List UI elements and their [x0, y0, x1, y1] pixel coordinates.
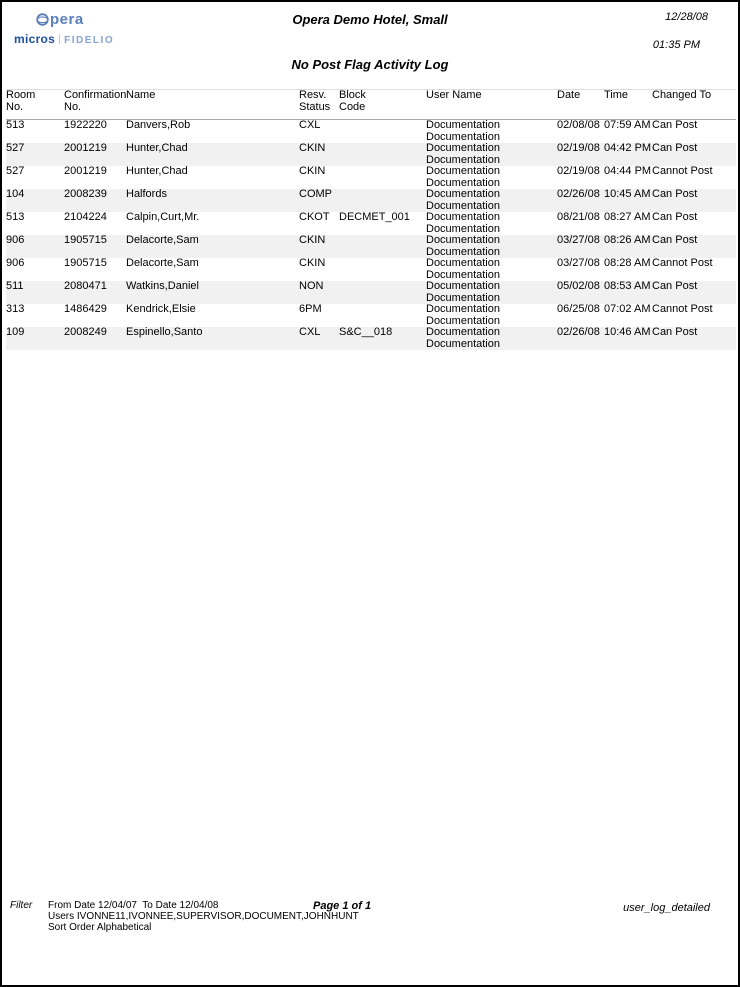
cell-date: 02/19/08 — [557, 166, 600, 177]
cell-resv-status: CXL — [299, 119, 321, 131]
col-header-changed-to: Changed To — [652, 90, 736, 120]
cell-time: 08:53 AM — [604, 281, 651, 292]
user-name-line2: Documentation — [426, 130, 500, 143]
cell-name: Hunter,Chad — [126, 166, 188, 177]
cell-block-code — [339, 189, 426, 212]
cell-confirmation: 2001219 — [64, 166, 107, 177]
cell-resv-status: NON — [299, 281, 324, 292]
col-header-date: Date — [557, 90, 604, 120]
cell-room: 906 — [6, 258, 25, 269]
log-table — [6, 89, 736, 350]
cell-name: Danvers,Rob — [126, 119, 191, 131]
report-footer — [2, 898, 738, 938]
cell-name: Watkins,Daniel — [126, 281, 199, 292]
cell-confirmation: 2008249 — [64, 327, 107, 338]
cell-user-name — [426, 189, 557, 212]
col-header-resv-status: Resv. Status — [299, 90, 339, 120]
cell-confirmation: 1905715 — [64, 258, 107, 269]
cell-confirmation: 2008239 — [64, 189, 107, 200]
cell-room: 513 — [6, 119, 25, 131]
cell-changed-to: Can Post — [652, 189, 698, 200]
cell-user-name — [426, 143, 557, 166]
cell-user-name — [426, 120, 557, 144]
header-row — [6, 90, 736, 120]
cell-date: 03/27/08 — [557, 235, 600, 246]
page-number: Page 1 of 1 — [313, 900, 372, 912]
cell-resv-status: CKIN — [299, 166, 326, 177]
cell-time: 10:46 AM — [604, 327, 651, 338]
cell-resv-status: CXL — [299, 327, 321, 338]
filter-dates: From Date 12/04/07 To Date 12/04/08 — [48, 900, 219, 911]
table-row — [6, 120, 736, 144]
cell-user-name — [426, 235, 557, 258]
hotel-name-title: Opera Demo Hotel, Small — [292, 12, 448, 27]
filter-users: Users IVONNE11,IVONNEE,SUPERVISOR,DOCUMENT,JOHNHUNT — [48, 911, 359, 922]
cell-time: 04:44 PM — [604, 166, 652, 177]
user-name-line1: Documentation — [426, 281, 500, 292]
cell-date: 02/19/08 — [557, 143, 600, 154]
user-name-line1: Documentation — [426, 143, 500, 154]
user-name-line2: Documentation — [426, 291, 500, 304]
cell-block-code — [339, 258, 426, 281]
user-name-line2: Documentation — [426, 337, 500, 350]
user-name-line1: Documentation — [426, 119, 500, 131]
cell-room: 511 — [6, 281, 24, 292]
cell-date: 02/26/08 — [557, 189, 600, 200]
log-table-wrap — [6, 89, 734, 350]
cell-changed-to: Can Post — [652, 235, 698, 246]
cell-time: 08:28 AM — [604, 258, 651, 269]
filter-sort-order: Sort Order Alphabetical — [48, 922, 152, 933]
cell-name: Halfords — [126, 189, 167, 200]
cell-name: Kendrick,Elsie — [126, 304, 196, 315]
user-name-line1: Documentation — [426, 166, 500, 177]
cell-block-code — [339, 281, 426, 304]
cell-resv-status: 6PM — [299, 304, 322, 315]
cell-changed-to: Cannot Post — [652, 258, 713, 269]
col-header-name: Name — [126, 90, 299, 120]
cell-changed-to: Cannot Post — [652, 304, 713, 315]
cell-time: 08:26 AM — [604, 235, 651, 246]
micros-logo-text: micros — [14, 32, 56, 46]
cell-changed-to: Can Post — [652, 212, 698, 223]
col-header-room: Room No. — [6, 90, 64, 120]
micros-fidelio-logo — [14, 32, 124, 46]
table-row — [6, 143, 736, 166]
cell-resv-status: COMP — [299, 189, 332, 200]
cell-resv-status: CKIN — [299, 258, 326, 269]
cell-room: 527 — [6, 166, 25, 177]
user-name-line1: Documentation — [426, 327, 500, 338]
cell-block-code — [339, 143, 426, 166]
cell-room: 104 — [6, 189, 25, 200]
cell-time: 04:42 PM — [604, 143, 652, 154]
cell-user-name — [426, 258, 557, 281]
user-name-line2: Documentation — [426, 268, 500, 281]
table-row — [6, 304, 736, 327]
cell-room: 527 — [6, 143, 25, 154]
cell-time: 10:45 AM — [604, 189, 651, 200]
cell-time: 07:02 AM — [604, 304, 651, 315]
cell-changed-to: Can Post — [652, 143, 698, 154]
cell-user-name — [426, 212, 557, 235]
cell-block-code: S&C__018 — [339, 327, 393, 338]
cell-changed-to: Cannot Post — [652, 166, 713, 177]
cell-name: Delacorte,Sam — [126, 258, 199, 269]
cell-time: 08:27 AM — [604, 212, 651, 223]
cell-room: 906 — [6, 235, 25, 246]
table-row — [6, 212, 736, 235]
cell-confirmation: 2001219 — [64, 143, 107, 154]
user-name-line2: Documentation — [426, 314, 500, 327]
cell-changed-to: Can Post — [652, 327, 698, 338]
cell-date: 05/02/08 — [557, 281, 600, 292]
report-title: No Post Flag Activity Log — [291, 57, 449, 72]
col-header-block-code: Block Code — [339, 90, 426, 120]
user-name-line2: Documentation — [426, 176, 500, 189]
cell-block-code: DECMET_001 — [339, 212, 410, 223]
cell-confirmation: 2080471 — [64, 281, 107, 292]
logo-divider — [59, 34, 60, 44]
cell-date: 03/27/08 — [557, 258, 600, 269]
table-row — [6, 166, 736, 189]
cell-block-code — [339, 166, 426, 189]
fidelio-logo-text: FIDELIO — [64, 35, 115, 46]
log-table-body — [6, 120, 736, 351]
user-name-line1: Documentation — [426, 189, 500, 200]
cell-resv-status: CKOT — [299, 212, 330, 223]
table-row — [6, 189, 736, 212]
cell-block-code — [339, 304, 426, 327]
cell-name: Espinello,Santo — [126, 327, 203, 338]
cell-confirmation: 1486429 — [64, 304, 107, 315]
cell-resv-status: CKIN — [299, 143, 326, 154]
cell-date: 06/25/08 — [557, 304, 600, 315]
cell-date: 08/21/08 — [557, 212, 600, 223]
cell-confirmation: 2104224 — [64, 212, 107, 223]
table-row — [6, 327, 736, 350]
cell-room: 313 — [6, 304, 25, 315]
cell-name: Delacorte,Sam — [126, 235, 199, 246]
cell-changed-to: Can Post — [652, 281, 698, 292]
cell-user-name — [426, 304, 557, 327]
report-time: 01:35 PM — [652, 39, 700, 51]
user-name-line1: Documentation — [426, 258, 500, 269]
user-name-line1: Documentation — [426, 212, 500, 223]
cell-date: 02/08/08 — [557, 119, 600, 131]
table-row — [6, 235, 736, 258]
log-table-header — [6, 90, 736, 120]
cell-confirmation: 1905715 — [64, 235, 107, 246]
cell-room: 109 — [6, 327, 25, 338]
cell-name: Calpin,Curt,Mr. — [126, 212, 200, 223]
report-id: user_log_detailed — [623, 902, 710, 914]
table-row — [6, 258, 736, 281]
user-name-line2: Documentation — [426, 199, 500, 212]
cell-date: 02/26/08 — [557, 327, 600, 338]
cell-changed-to: Can Post — [652, 119, 698, 131]
user-name-line1: Documentation — [426, 235, 500, 246]
cell-confirmation: 1922220 — [64, 119, 107, 131]
col-header-confirmation: Confirmation No. — [64, 90, 126, 120]
cell-room: 513 — [6, 212, 25, 223]
user-name-line2: Documentation — [426, 245, 500, 258]
table-row — [6, 281, 736, 304]
opera-logo-text: pera — [50, 11, 84, 28]
filter-label: Filter — [10, 900, 33, 911]
cell-user-name — [426, 327, 557, 350]
cell-block-code — [339, 235, 426, 258]
cell-name: Hunter,Chad — [126, 143, 188, 154]
cell-user-name — [426, 166, 557, 189]
user-name-line2: Documentation — [426, 222, 500, 235]
cell-resv-status: CKIN — [299, 235, 326, 246]
cell-user-name — [426, 281, 557, 304]
col-header-time: Time — [604, 90, 652, 120]
report-date: 12/28/08 — [665, 11, 708, 23]
col-header-user-name: User Name — [426, 90, 557, 120]
user-name-line1: Documentation — [426, 304, 500, 315]
user-name-line2: Documentation — [426, 153, 500, 166]
cell-block-code — [339, 120, 426, 144]
cell-time: 07:59 AM — [604, 119, 651, 131]
